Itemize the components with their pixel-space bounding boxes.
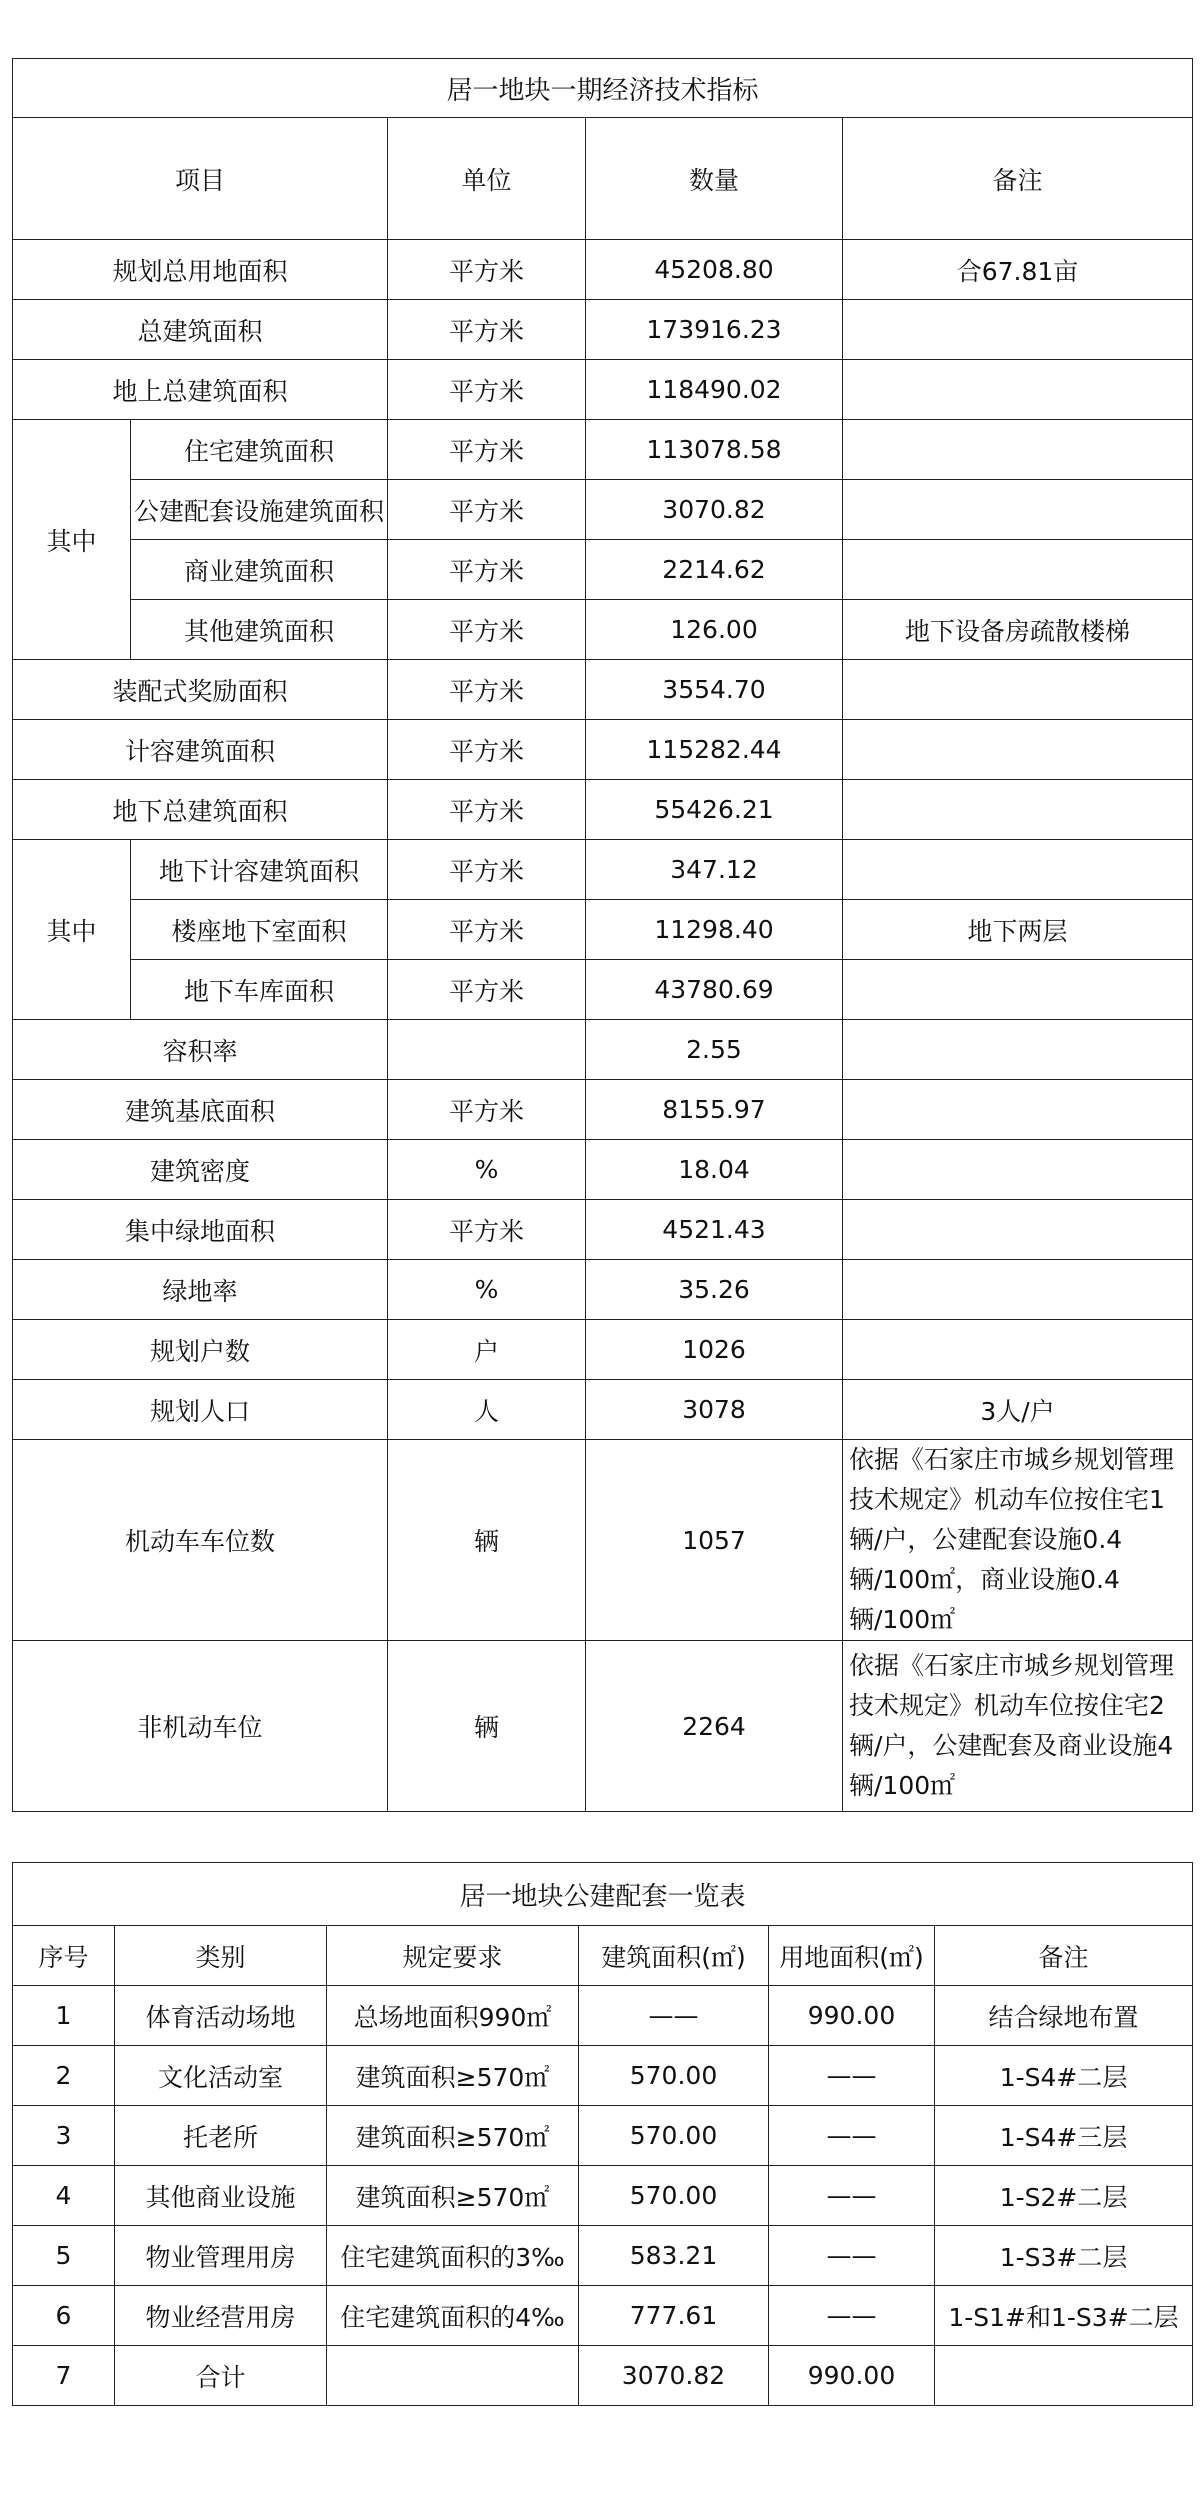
row-value: 3070.82 [586, 480, 843, 540]
row-unit: 平方米 [388, 1200, 586, 1260]
row-item: 容积率 [13, 1020, 388, 1080]
row-note [843, 960, 1193, 1020]
table-row [13, 2286, 1193, 2346]
row-unit: 辆 [388, 1440, 586, 1641]
row-no: 5 [13, 2226, 115, 2286]
row-building-area: 570.00 [579, 2046, 769, 2106]
public-facilities-table [12, 1862, 1193, 2406]
row-value: 113078.58 [586, 420, 843, 480]
row-value: 35.26 [586, 1260, 843, 1320]
row-note: 地下两层 [843, 900, 1193, 960]
row-value: 8155.97 [586, 1080, 843, 1140]
row-note [843, 1020, 1193, 1080]
row-note [843, 1320, 1193, 1380]
row-unit: 平方米 [388, 720, 586, 780]
row-requirement: 建筑面积≥570㎡ [327, 2106, 579, 2166]
row-unit: 平方米 [388, 960, 586, 1020]
table-row [13, 360, 1193, 420]
row-no: 3 [13, 2106, 115, 2166]
row-unit: 平方米 [388, 420, 586, 480]
row-category: 体育活动场地 [115, 1986, 327, 2046]
header-requirement: 规定要求 [327, 1926, 579, 1986]
row-note: 依据《石家庄市城乡规划管理技术规定》机动车位按住宅2辆/户，公建配套及商业设施4辆/100㎡ [843, 1641, 1193, 1812]
row-unit: 平方米 [388, 1080, 586, 1140]
row-unit: % [388, 1140, 586, 1200]
row-land-area: —— [769, 2226, 935, 2286]
table-row [13, 1200, 1193, 1260]
row-category: 文化活动室 [115, 2046, 327, 2106]
row-no: 2 [13, 2046, 115, 2106]
row-value: 1026 [586, 1320, 843, 1380]
row-building-area: 3070.82 [579, 2346, 769, 2406]
row-land-area: —— [769, 2106, 935, 2166]
row-unit: 平方米 [388, 300, 586, 360]
row-item: 住宅建筑面积 [131, 420, 388, 480]
row-unit: 平方米 [388, 240, 586, 300]
table-row [13, 1986, 1193, 2046]
row-note [843, 660, 1193, 720]
row-note [843, 780, 1193, 840]
row-note: 1-S1#和1-S3#二层 [935, 2286, 1193, 2346]
row-building-area: 570.00 [579, 2106, 769, 2166]
table-row [13, 1641, 1193, 1812]
row-requirement: 住宅建筑面积的4‰ [327, 2286, 579, 2346]
row-note: 1-S4#三层 [935, 2106, 1193, 2166]
row-requirement [327, 2346, 579, 2406]
row-unit: 辆 [388, 1641, 586, 1812]
row-note [843, 300, 1193, 360]
row-item: 地下计容建筑面积 [131, 840, 388, 900]
row-category: 物业经营用房 [115, 2286, 327, 2346]
table-row [13, 2046, 1193, 2106]
row-note [843, 840, 1193, 900]
table-row [13, 2226, 1193, 2286]
row-unit: 平方米 [388, 600, 586, 660]
row-item: 装配式奖励面积 [13, 660, 388, 720]
table-row [13, 1260, 1193, 1320]
header-unit: 单位 [388, 118, 586, 240]
row-value: 11298.40 [586, 900, 843, 960]
row-unit: % [388, 1260, 586, 1320]
economic-indicators-table [12, 58, 1193, 1812]
row-land-area: 990.00 [769, 1986, 935, 2046]
row-item: 其他建筑面积 [131, 600, 388, 660]
row-value: 126.00 [586, 600, 843, 660]
row-building-area: —— [579, 1986, 769, 2046]
row-note: 结合绿地布置 [935, 1986, 1193, 2046]
table-row [13, 840, 1193, 900]
table-row [13, 780, 1193, 840]
table-row [13, 300, 1193, 360]
row-note [843, 480, 1193, 540]
header-land-area: 用地面积(㎡) [769, 1926, 935, 1986]
row-no: 1 [13, 1986, 115, 2046]
row-requirement: 总场地面积990㎡ [327, 1986, 579, 2046]
row-item: 计容建筑面积 [13, 720, 388, 780]
row-category: 其他商业设施 [115, 2166, 327, 2226]
row-requirement: 建筑面积≥570㎡ [327, 2046, 579, 2106]
row-unit: 人 [388, 1380, 586, 1440]
row-note [843, 540, 1193, 600]
row-category: 托老所 [115, 2106, 327, 2166]
row-value: 173916.23 [586, 300, 843, 360]
row-requirement: 建筑面积≥570㎡ [327, 2166, 579, 2226]
table-row [13, 2106, 1193, 2166]
row-item: 规划总用地面积 [13, 240, 388, 300]
row-value: 2.55 [586, 1020, 843, 1080]
row-unit: 平方米 [388, 660, 586, 720]
header-note: 备注 [935, 1926, 1193, 1986]
table-row [13, 2346, 1193, 2406]
row-note: 1-S3#二层 [935, 2226, 1193, 2286]
table-row [13, 660, 1193, 720]
row-item: 非机动车位 [13, 1641, 388, 1812]
row-category: 物业管理用房 [115, 2226, 327, 2286]
table-row [13, 1080, 1193, 1140]
row-item: 商业建筑面积 [131, 540, 388, 600]
row-value: 45208.80 [586, 240, 843, 300]
row-item: 建筑基底面积 [13, 1080, 388, 1140]
row-value: 3554.70 [586, 660, 843, 720]
row-note [843, 420, 1193, 480]
row-land-area: —— [769, 2166, 935, 2226]
row-value: 2264 [586, 1641, 843, 1812]
row-unit: 户 [388, 1320, 586, 1380]
row-value: 43780.69 [586, 960, 843, 1020]
table-row [13, 1140, 1193, 1200]
row-no: 6 [13, 2286, 115, 2346]
row-item: 规划户数 [13, 1320, 388, 1380]
group-label-underground: 其中 [13, 840, 131, 1020]
row-value: 3078 [586, 1380, 843, 1440]
header-building-area: 建筑面积(㎡) [579, 1926, 769, 1986]
row-unit: 平方米 [388, 900, 586, 960]
row-item: 公建配套设施建筑面积 [131, 480, 388, 540]
row-unit: 平方米 [388, 840, 586, 900]
group-label-above-ground: 其中 [13, 420, 131, 660]
row-value: 347.12 [586, 840, 843, 900]
row-note [935, 2346, 1193, 2406]
row-item: 建筑密度 [13, 1140, 388, 1200]
row-value: 118490.02 [586, 360, 843, 420]
row-item: 地上总建筑面积 [13, 360, 388, 420]
row-item: 地下车库面积 [131, 960, 388, 1020]
row-value: 55426.21 [586, 780, 843, 840]
table-row [13, 2166, 1193, 2226]
row-land-area: —— [769, 2046, 935, 2106]
table-row [13, 540, 1193, 600]
row-unit: 平方米 [388, 360, 586, 420]
row-note [843, 720, 1193, 780]
row-no: 4 [13, 2166, 115, 2226]
table-row [13, 1320, 1193, 1380]
table1-title: 居一地块一期经济技术指标 [13, 59, 1193, 118]
row-note [843, 360, 1193, 420]
row-category: 合计 [115, 2346, 327, 2406]
row-value: 18.04 [586, 1140, 843, 1200]
table-row [13, 960, 1193, 1020]
header-note: 备注 [843, 118, 1193, 240]
table-row [13, 1440, 1193, 1641]
header-no: 序号 [13, 1926, 115, 1986]
table-row [13, 420, 1193, 480]
table-row [13, 900, 1193, 960]
row-item: 规划人口 [13, 1380, 388, 1440]
row-item: 楼座地下室面积 [131, 900, 388, 960]
row-building-area: 583.21 [579, 2226, 769, 2286]
row-land-area: 990.00 [769, 2346, 935, 2406]
row-building-area: 777.61 [579, 2286, 769, 2346]
row-note [843, 1260, 1193, 1320]
row-note: 合67.81亩 [843, 240, 1193, 300]
row-unit [388, 1020, 586, 1080]
row-unit: 平方米 [388, 480, 586, 540]
row-unit: 平方米 [388, 540, 586, 600]
row-land-area: —— [769, 2286, 935, 2346]
table-row [13, 1020, 1193, 1080]
row-note [843, 1080, 1193, 1140]
table-row [13, 240, 1193, 300]
table-row [13, 1380, 1193, 1440]
row-note: 1-S2#二层 [935, 2166, 1193, 2226]
row-item: 机动车车位数 [13, 1440, 388, 1641]
row-no: 7 [13, 2346, 115, 2406]
table-row [13, 480, 1193, 540]
row-item: 集中绿地面积 [13, 1200, 388, 1260]
row-unit: 平方米 [388, 780, 586, 840]
row-value: 4521.43 [586, 1200, 843, 1260]
row-requirement: 住宅建筑面积的3‰ [327, 2226, 579, 2286]
row-note: 1-S4#二层 [935, 2046, 1193, 2106]
row-value: 2214.62 [586, 540, 843, 600]
table-row [13, 600, 1193, 660]
row-item: 总建筑面积 [13, 300, 388, 360]
row-note [843, 1200, 1193, 1260]
row-value: 1057 [586, 1440, 843, 1641]
row-note: 3人/户 [843, 1380, 1193, 1440]
row-item: 地下总建筑面积 [13, 780, 388, 840]
table-row [13, 720, 1193, 780]
table2-title: 居一地块公建配套一览表 [13, 1863, 1193, 1926]
row-item: 绿地率 [13, 1260, 388, 1320]
header-category: 类别 [115, 1926, 327, 1986]
row-note [843, 1140, 1193, 1200]
header-value: 数量 [586, 118, 843, 240]
row-note: 地下设备房疏散楼梯 [843, 600, 1193, 660]
header-item: 项目 [13, 118, 388, 240]
row-building-area: 570.00 [579, 2166, 769, 2226]
row-note: 依据《石家庄市城乡规划管理技术规定》机动车位按住宅1辆/户，公建配套设施0.4辆/100㎡，商业设施0.4辆/100㎡ [843, 1440, 1193, 1641]
row-value: 115282.44 [586, 720, 843, 780]
